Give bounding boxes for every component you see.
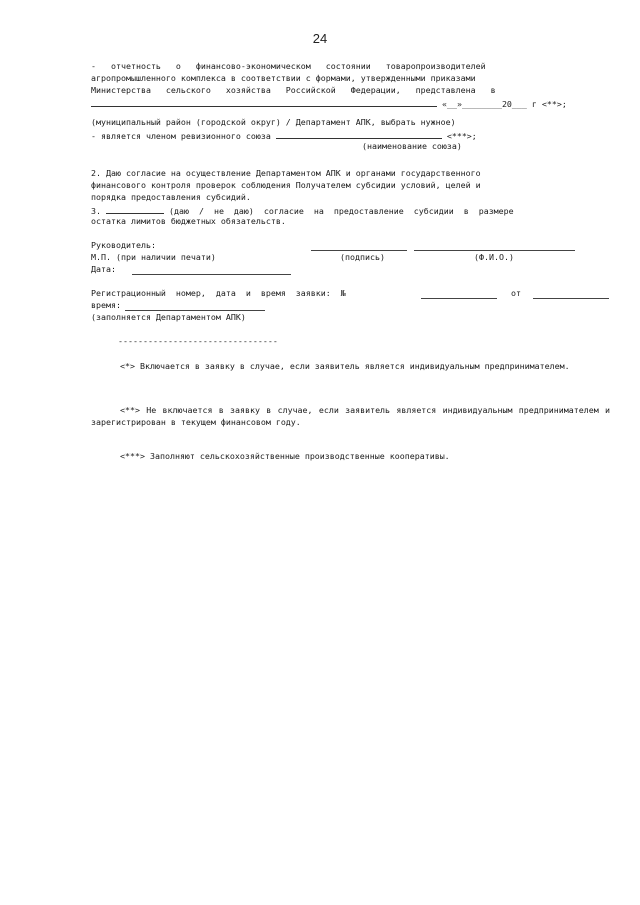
reporting-line-4 <box>91 97 567 111</box>
registration-from-label: от <box>511 288 521 298</box>
footnote-1: <*> Включается в заявку в случае, если заявитель является индивидуальным предпринимателем. <box>120 361 570 371</box>
head-label: Руководитель: <box>91 240 156 250</box>
page-number: 24 <box>312 31 328 46</box>
audit-union-caption: (наименование союза) <box>362 141 462 151</box>
audit-union-marker: <***>; <box>446 131 477 141</box>
signature-line[interactable] <box>311 250 407 251</box>
registration-date-line[interactable] <box>533 298 609 299</box>
para2-line-2: финансового контроля проверок соблюдения Получателем субсидии условий, целей и <box>91 180 481 190</box>
date-label: Дата: <box>91 264 116 274</box>
audit-union-blank[interactable] <box>276 129 442 139</box>
audit-union-text: - является членом ревизионного союза <box>91 131 271 141</box>
para3-line-2: остатка лимитов бюджетных обязательств. <box>91 216 286 226</box>
name-caption: (Ф.И.О.) <box>474 252 514 262</box>
consent-blank[interactable] <box>106 204 164 214</box>
reporting-line-2: агропромышленного комплекса в соответствии с формами, утвержденными приказами <box>91 73 476 83</box>
registration-number-line[interactable] <box>421 298 497 299</box>
authority-blank[interactable] <box>91 97 437 107</box>
registration-note: (заполняется Департаментом АПК) <box>91 312 246 322</box>
registration-label: Регистрационный номер, дата и время заявки: № <box>91 288 346 298</box>
seal-label: М.П. (при наличии печати) <box>91 252 216 262</box>
para3-text: (даю / не даю) согласие на предоставление субсидии в размере <box>169 206 514 216</box>
municipal-note: (муниципальный район (городской округ) / Департамент АПК, выбрать нужное) <box>91 117 456 127</box>
para2-line-1: 2. Даю согласие на осуществление Департаментом АПК и органами государственного <box>91 168 481 178</box>
footnote-separator: -------------------------------- <box>118 336 278 346</box>
name-line[interactable] <box>414 250 575 251</box>
para3-number: 3. <box>91 206 101 216</box>
registration-time-line[interactable] <box>125 310 265 311</box>
para2-line-3: порядка предоставления субсидий. <box>91 192 251 202</box>
footnote-3: <***> Заполняют сельскохозяйственные производственные кооперативы. <box>120 451 450 461</box>
registration-time-label: время: <box>91 300 121 310</box>
reporting-line-1: - отчетность о финансово-экономическом состоянии товаропроизводителей <box>91 61 486 71</box>
date-line[interactable] <box>132 274 291 275</box>
reporting-date: «__»________20___ г <**>; <box>442 99 567 109</box>
signature-caption: (подпись) <box>340 252 385 262</box>
reporting-line-3: Министерства сельского хозяйства Российской Федерации, представлена в <box>91 85 496 95</box>
footnote-2: <**> Не включается в заявку в случае, если заявитель является индивидуальным предпринимателем и зарегистрирован в текущем финансовом году. <box>91 405 610 427</box>
